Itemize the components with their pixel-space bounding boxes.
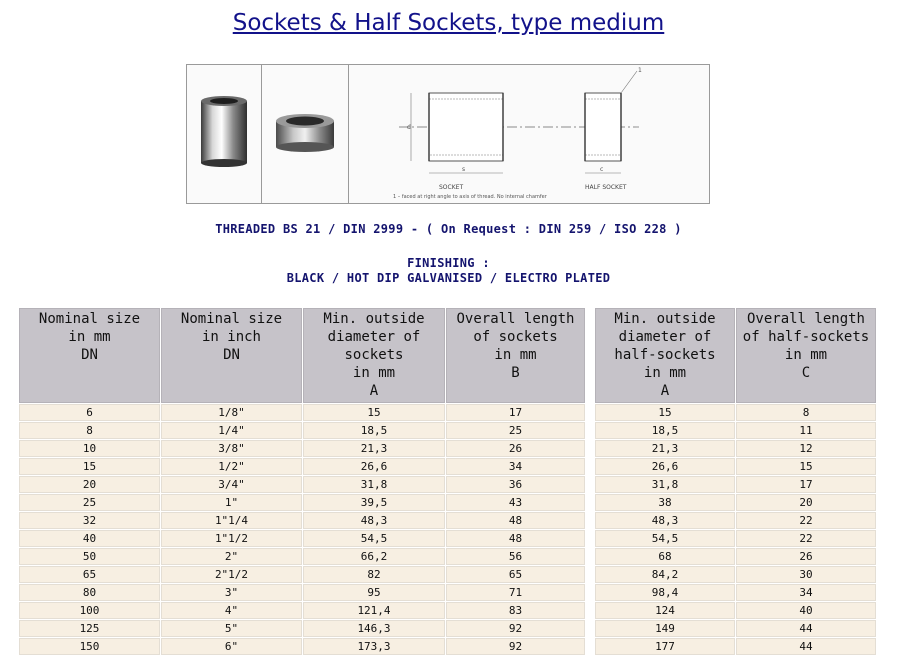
socket-drawing-label: SOCKET: [439, 184, 464, 191]
sockets-table-header-row: [19, 308, 585, 403]
table-cell: 18,5: [595, 422, 735, 439]
table-cell: 65: [446, 566, 585, 583]
technical-drawing-svg: [349, 65, 709, 203]
header-line: Nominal size: [38, 311, 141, 327]
table-cell: 25: [446, 422, 585, 439]
header-half-socket-outside-diameter: [595, 308, 735, 403]
drawing-note: 1 – faced at right angle to axis of thread. No internal chamfer: [393, 194, 547, 200]
product-figure: [186, 64, 710, 204]
table-cell: 40: [19, 530, 160, 547]
table-cell: 44: [736, 638, 876, 655]
half-sockets-table-header-row: [595, 308, 876, 403]
header-line: of half-sockets: [742, 329, 870, 345]
table-cell: 44: [736, 620, 876, 637]
header-nominal-size-mm: [19, 308, 160, 403]
table-row: [19, 584, 585, 601]
table-cell: 30: [736, 566, 876, 583]
table-row: [595, 566, 876, 583]
socket-photo: [187, 65, 262, 203]
table-cell: 31,8: [595, 476, 735, 493]
table-cell: 22: [736, 512, 876, 529]
table-cell: 1": [161, 494, 302, 511]
table-cell: 25: [19, 494, 160, 511]
table-cell: 66,2: [303, 548, 445, 565]
table-row: [595, 404, 876, 421]
table-row: [595, 584, 876, 601]
table-cell: 48,3: [595, 512, 735, 529]
table-cell: 2": [161, 548, 302, 565]
table-cell: 177: [595, 638, 735, 655]
header-line: in mm: [784, 347, 828, 363]
header-line: Overall length: [456, 311, 575, 327]
table-row: [595, 530, 876, 547]
table-row: [19, 530, 585, 547]
half-socket-drawing-label: HALF SOCKET: [585, 184, 627, 191]
table-cell: 20: [19, 476, 160, 493]
table-row: [19, 638, 585, 655]
table-row: [19, 566, 585, 583]
table-cell: 1/4": [161, 422, 302, 439]
table-cell: 48: [446, 512, 585, 529]
table-cell: 71: [446, 584, 585, 601]
table-cell: 3": [161, 584, 302, 601]
table-row: [595, 512, 876, 529]
table-cell: 6: [19, 404, 160, 421]
table-row: [19, 548, 585, 565]
table-row: [595, 548, 876, 565]
table-row: [595, 494, 876, 511]
table-row: [595, 602, 876, 619]
header-line: Nominal size: [180, 311, 283, 327]
table-cell: 92: [446, 620, 585, 637]
header-line: Min. outside: [614, 311, 716, 327]
table-cell: 21,3: [303, 440, 445, 457]
table-cell: 65: [19, 566, 160, 583]
table-cell: 1/8": [161, 404, 302, 421]
table-cell: 36: [446, 476, 585, 493]
header-socket-overall-length: [446, 308, 585, 403]
table-cell: 56: [446, 548, 585, 565]
table-cell: 54,5: [595, 530, 735, 547]
table-cell: 8: [19, 422, 160, 439]
table-cell: 15: [19, 458, 160, 475]
table-row: [595, 422, 876, 439]
header-line: Min. outside: [323, 311, 425, 327]
half-socket-photo: [262, 65, 349, 203]
finishing-heading: FINISHING :: [407, 256, 490, 270]
table-cell: 17: [446, 404, 585, 421]
socket-photo-image: [187, 65, 261, 203]
table-cell: 98,4: [595, 584, 735, 601]
half-sockets-table-body: [595, 404, 876, 655]
table-cell: 11: [736, 422, 876, 439]
finishing-block: [0, 256, 897, 286]
table-cell: 48: [446, 530, 585, 547]
table-row: [19, 512, 585, 529]
table-cell: 26: [736, 548, 876, 565]
table-cell: 48,3: [303, 512, 445, 529]
table-cell: 124: [595, 602, 735, 619]
half-sockets-table: [594, 307, 877, 656]
header-line: in mm: [643, 365, 687, 381]
table-cell: 40: [736, 602, 876, 619]
table-cell: 31,8: [303, 476, 445, 493]
table-cell: 1"1/2: [161, 530, 302, 547]
header-line: sockets: [344, 347, 404, 363]
table-cell: 95: [303, 584, 445, 601]
table-row: [595, 458, 876, 475]
table-cell: 12: [736, 440, 876, 457]
header-nominal-size-inch: [161, 308, 302, 403]
table-cell: 26,6: [595, 458, 735, 475]
header-line: in mm: [68, 329, 111, 345]
table-row: [19, 422, 585, 439]
table-cell: 15: [736, 458, 876, 475]
table-cell: 84,2: [595, 566, 735, 583]
header-line: DN: [81, 347, 98, 363]
table-cell: 1"1/4: [161, 512, 302, 529]
table-cell: 38: [595, 494, 735, 511]
header-line: in mm: [494, 347, 537, 363]
dim-d-label: d: [407, 124, 411, 131]
table-cell: 6": [161, 638, 302, 655]
table-cell: 100: [19, 602, 160, 619]
table-cell: 8: [736, 404, 876, 421]
table-cell: 50: [19, 548, 160, 565]
header-line: in inch: [201, 329, 261, 345]
header-line: A: [369, 383, 379, 399]
table-row: [19, 440, 585, 457]
table-cell: 15: [303, 404, 445, 421]
table-cell: 68: [595, 548, 735, 565]
header-line: diameter of: [618, 329, 712, 345]
table-cell: 82: [303, 566, 445, 583]
table-row: [595, 638, 876, 655]
table-cell: 34: [736, 584, 876, 601]
table-cell: 20: [736, 494, 876, 511]
header-line: C: [801, 365, 811, 381]
header-socket-outside-diameter: [303, 308, 445, 403]
dim-c-label: c: [600, 166, 604, 173]
standard-line: THREADED BS 21 / DIN 2999 - ( On Request : DIN 259 / ISO 228 ): [215, 222, 682, 236]
table-cell: 15: [595, 404, 735, 421]
header-line: Overall length: [746, 311, 865, 327]
table-cell: 26,6: [303, 458, 445, 475]
table-cell: 4": [161, 602, 302, 619]
table-cell: 146,3: [303, 620, 445, 637]
table-cell: 22: [736, 530, 876, 547]
table-row: [19, 602, 585, 619]
header-line: A: [660, 383, 670, 399]
table-row: [595, 440, 876, 457]
table-cell: 32: [19, 512, 160, 529]
table-cell: 34: [446, 458, 585, 475]
table-cell: 54,5: [303, 530, 445, 547]
table-cell: 149: [595, 620, 735, 637]
table-row: [19, 404, 585, 421]
dim-1-label: 1: [638, 67, 642, 74]
header-line: B: [511, 365, 520, 381]
table-cell: 173,3: [303, 638, 445, 655]
sockets-table: [18, 307, 586, 656]
technical-drawing: [349, 65, 709, 203]
header-line: in mm: [352, 365, 396, 381]
table-cell: 121,4: [303, 602, 445, 619]
table-cell: 21,3: [595, 440, 735, 457]
table-cell: 39,5: [303, 494, 445, 511]
table-cell: 26: [446, 440, 585, 457]
dim-s-label: s: [462, 166, 466, 173]
sockets-table-body: [19, 404, 585, 655]
table-row: [19, 620, 585, 637]
table-cell: 83: [446, 602, 585, 619]
table-cell: 17: [736, 476, 876, 493]
table-cell: 43: [446, 494, 585, 511]
table-cell: 18,5: [303, 422, 445, 439]
header-half-socket-overall-length: [736, 308, 876, 403]
table-cell: 1/2": [161, 458, 302, 475]
table-cell: 80: [19, 584, 160, 601]
header-line: of sockets: [473, 329, 558, 345]
table-cell: 3/4": [161, 476, 302, 493]
header-line: half-sockets: [614, 347, 716, 363]
table-cell: 150: [19, 638, 160, 655]
table-row: [595, 476, 876, 493]
table-row: [19, 458, 585, 475]
table-cell: 2"1/2: [161, 566, 302, 583]
half-socket-photo-image: [262, 65, 348, 203]
table-cell: 10: [19, 440, 160, 457]
table-cell: 125: [19, 620, 160, 637]
table-cell: 92: [446, 638, 585, 655]
table-cell: 5": [161, 620, 302, 637]
table-row: [595, 620, 876, 637]
table-row: [19, 476, 585, 493]
table-row: [19, 494, 585, 511]
table-cell: 3/8": [161, 440, 302, 457]
header-line: DN: [223, 347, 240, 363]
header-line: diameter of: [327, 329, 421, 345]
finishing-text: BLACK / HOT DIP GALVANISED / ELECTRO PLATED: [286, 271, 611, 285]
page-title: Sockets & Half Sockets, type medium: [232, 10, 665, 36]
